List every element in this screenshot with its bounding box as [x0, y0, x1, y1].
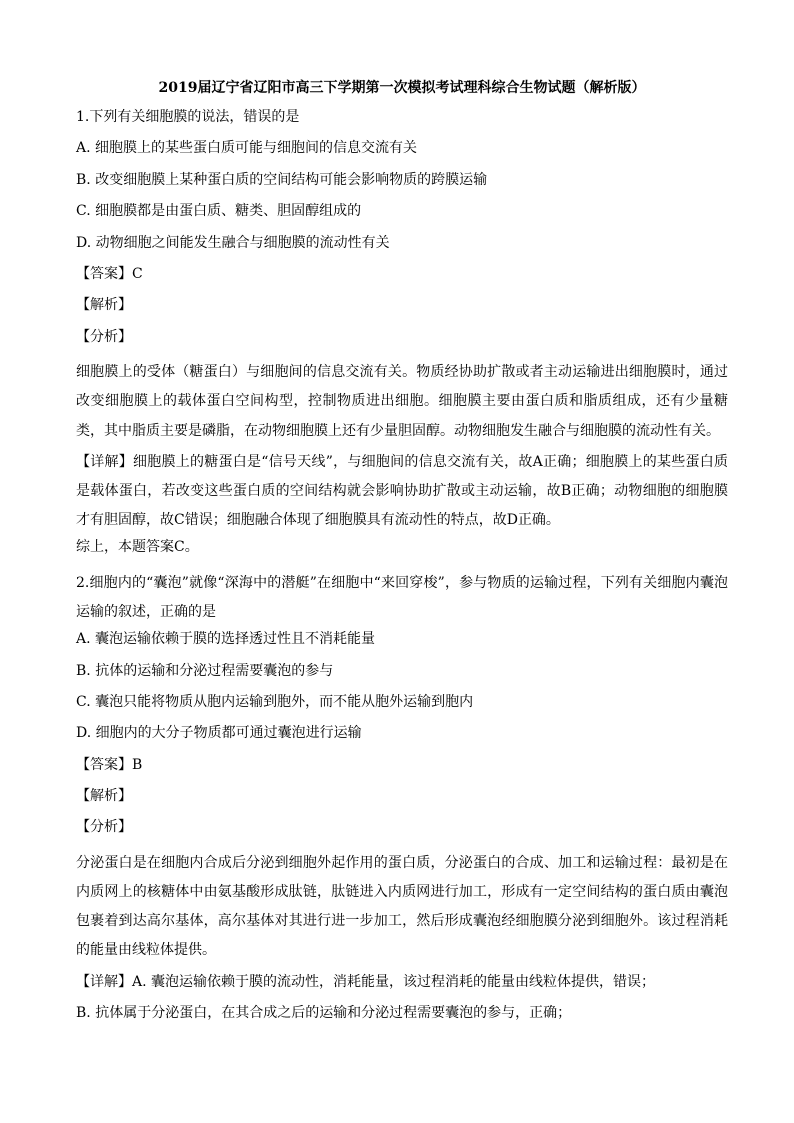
question-1-detail-text: 细胞膜上的糖蛋白是“信号天线”，与细胞间的信息交流有关，故A正确；细胞膜上的某些蛋白质是载体蛋白，若改变这些蛋白质的空间结构就会影响协助扩散或主动运输，故B正确；动物细胞的细胞膜才有胆固醇，故C错误；细胞融合体现了细胞膜具有流动性的特点，故D正确。 [76, 453, 728, 529]
question-1-detail-tag: 【详解】 [76, 453, 134, 470]
question-2-detail-tag: 【详解】 [76, 973, 132, 990]
question-1-option-d: D. 动物细胞之间能发生融合与细胞膜的流动性有关 [76, 234, 390, 251]
question-2-answer: 【答案】B [76, 756, 143, 773]
question-2-detail-b: B. 抗体属于分泌蛋白，在其合成之后的运输和分泌过程需要囊泡的参与，正确； [76, 1004, 572, 1021]
document-page [76, 78, 728, 1030]
question-2-option-b: B. 抗体的运输和分泌过程需要囊泡的参与 [76, 662, 334, 679]
question-1-option-c: C. 细胞膜都是由蛋白质、糖类、胆固醇组成的 [76, 203, 362, 220]
question-1-summary: 综上，本题答案C。 [76, 539, 199, 556]
question-1-option-a: A. 细胞膜上的某些蛋白质可能与细胞间的信息交流有关 [76, 140, 418, 157]
question-2-analysis: 分泌蛋白是在细胞内合成后分泌到细胞外起作用的蛋白质，分泌蛋白的合成、加工和运输过程：最初是在内质网上的核糖体中由氨基酸形成肽链，肽链进入内质网进行加工，形成有一定空间结构的蛋白质由囊泡包裹着到达高尔基体，高尔基体对其进行进一步加工，然后形成囊泡经细胞膜分泌到细胞外。该过程消耗的能量由线粒体提供。 [76, 854, 728, 959]
question-1-analysis: 细胞膜上的受体（糖蛋白）与细胞间的信息交流有关。物质经协助扩散或者主动运输进出细胞膜时，通过改变细胞膜上的载体蛋白空间构型，控制物质进出细胞。细胞膜主要由蛋白质和脂质组成，还有少量糖类，其中脂质主要是磷脂，在动物细胞膜上还有少量胆固醇。动物细胞发生融合与细胞膜的流动性有关。 [76, 364, 728, 439]
question-2-option-a: A. 囊泡运输依赖于膜的选择透过性且不消耗能量 [76, 631, 376, 648]
question-2-option-c: C. 囊泡只能将物质从胞内运输到胞外，而不能从胞外运输到胞内 [76, 693, 474, 710]
question-2-detail-a-text: A. 囊泡运输依赖于膜的流动性，消耗能量，该过程消耗的能量由线粒体提供，错误； [132, 973, 656, 990]
document-title: 2019届辽宁省辽阳市高三下学期第一次模拟考试理科综合生物试题（解析版） [158, 80, 646, 96]
question-1-jiexi-heading: 【解析】 [76, 297, 132, 314]
question-1-stem: 1.下列有关细胞膜的说法，错误的是 [76, 109, 300, 125]
question-1-option-b: B. 改变细胞膜上某种蛋白质的空间结构可能会影响物质的跨膜运输 [76, 171, 488, 188]
question-2-fenxi-heading: 【分析】 [76, 819, 132, 836]
question-1-answer: 【答案】C [76, 265, 143, 282]
question-2-detail-a [76, 968, 728, 997]
question-1-detail [76, 448, 728, 536]
question-2-option-d: D. 细胞内的大分子物质都可通过囊泡进行运输 [76, 725, 362, 742]
question-2-stem: 2.细胞内的“囊泡”就像“深海中的潜艇”在细胞中“来回穿梭”，参与物质的运输过程，下列有关细胞内囊泡运输的叙述，正确的是 [76, 574, 728, 620]
question-2-jiexi-heading: 【解析】 [76, 788, 132, 805]
question-1-fenxi-heading: 【分析】 [76, 328, 132, 345]
